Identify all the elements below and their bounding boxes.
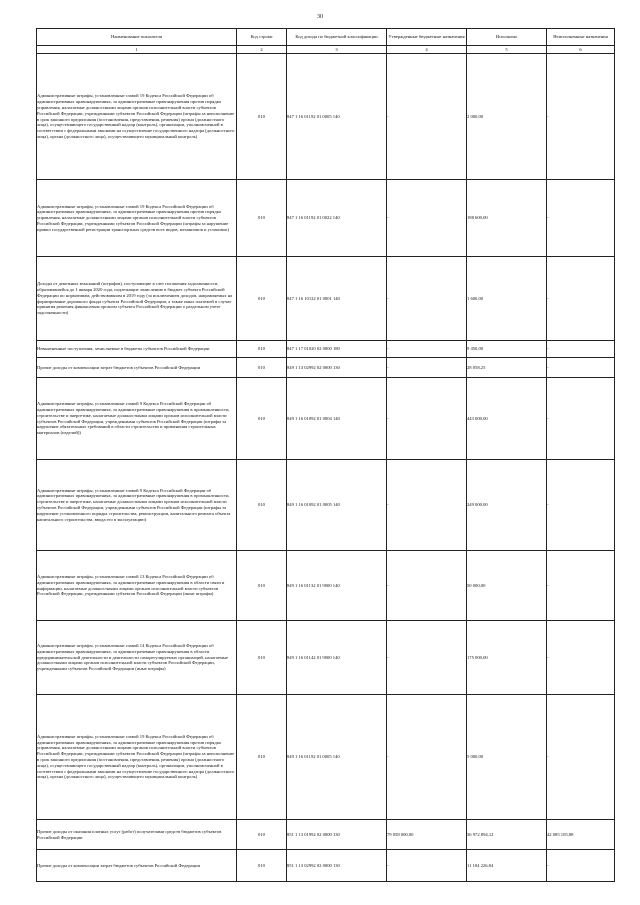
row-remaining-amount: -	[547, 460, 615, 551]
row-code: 010	[237, 695, 287, 820]
column-number: 2	[237, 46, 287, 54]
row-classification-code: 851 1 13 01992 02 0000 130	[287, 820, 387, 850]
column-number-row	[37, 46, 615, 54]
row-remaining-amount: -	[547, 695, 615, 820]
row-executed-amount: 50 000,00	[467, 551, 547, 621]
row-remaining-amount: -	[547, 257, 615, 341]
row-code: 010	[237, 460, 287, 551]
row-classification-code: 847 1 16 10122 01 0001 140	[287, 257, 387, 341]
row-classification-code: 847 1 17 01020 02 0000 180	[287, 341, 387, 358]
row-classification-code: 849 1 16 01132 01 9000 140	[287, 551, 387, 621]
column-header: Исполнено	[467, 29, 547, 46]
row-remaining-amount: -	[547, 341, 615, 358]
row-code: 010	[237, 180, 287, 257]
table-row	[37, 551, 615, 621]
row-code: 010	[237, 820, 287, 850]
row-approved-amount: 79 058 000,00	[387, 820, 467, 850]
row-remaining-amount: -	[547, 378, 615, 460]
table-row	[37, 180, 615, 257]
row-code: 010	[237, 341, 287, 358]
row-executed-amount: 175 000,00	[467, 621, 547, 695]
row-executed-amount: 1 600,00	[467, 257, 547, 341]
row-approved-amount: -	[387, 378, 467, 460]
table-row	[37, 460, 615, 551]
row-classification-code: 847 1 16 01192 01 0005 140	[287, 54, 387, 180]
row-approved-amount: -	[387, 850, 467, 882]
table-row	[37, 341, 615, 358]
table-row	[37, 378, 615, 460]
row-classification-code: 851 1 13 02992 02 0000 130	[287, 850, 387, 882]
row-approved-amount: -	[387, 358, 467, 378]
row-executed-amount: 249 000,00	[467, 460, 547, 551]
row-name: Административные штрафы, установленные главой 9 Кодекса Российской Федерации об административных правонарушениях, за административные правонарушения в промышленности, строительстве и энергетике, налагаемые должностными лицами органов исполнительной власти субъектов Российской Федерации, учрежденными субъектов Российской Федерации (штрафы за нарушение установленного порядка строительства, реконструкции, капитального ремонта объекта капитального строительства, ввода его в эксплуатацию)	[37, 460, 237, 551]
row-classification-code: 849 1 16 01092 01 0005 140	[287, 460, 387, 551]
row-code: 010	[237, 551, 287, 621]
row-remaining-amount: -	[547, 621, 615, 695]
table-row	[37, 850, 615, 882]
table-row	[37, 358, 615, 378]
row-classification-code: 847 1 16 01192 01 0022 140	[287, 180, 387, 257]
page-number: 30	[317, 14, 323, 20]
column-number: 3	[287, 46, 387, 54]
row-executed-amount: 9 450,00	[467, 341, 547, 358]
row-code: 010	[237, 257, 287, 341]
row-executed-amount: 2 000,00	[467, 54, 547, 180]
row-name: Доходы от денежных взысканий (штрафов), поступающие в счет погашения задолженности, образовавшейся до 1 января 2020 года, подлежащие зачислению в бюджет субъекта Российской Федерации по нормативам, действовавшим в 2019 году (за исключением доходов, направляемых на формирование дорожного фонда субъекта Российской Федерации, а также иных платежей в случае принятия решения финансовым органом субъекта Российской Федерации о раздельном учете задолженности)	[37, 257, 237, 341]
row-name: Невыясненные поступления, зачисляемые в бюджеты субъектов Российской Федерации	[37, 341, 237, 358]
table-body	[37, 54, 615, 882]
row-name: Прочие доходы от компенсации затрат бюджетов субъектов Российской Федерации	[37, 850, 237, 882]
row-approved-amount: -	[387, 180, 467, 257]
table-row	[37, 257, 615, 341]
row-approved-amount: -	[387, 621, 467, 695]
column-number: 6	[547, 46, 615, 54]
row-classification-code: 849 1 13 02992 02 0000 130	[287, 358, 387, 378]
row-remaining-amount: -	[547, 850, 615, 882]
row-remaining-amount: -	[547, 54, 615, 180]
table-row	[37, 820, 615, 850]
column-header: Утвержденные бюджетные назначения	[387, 29, 467, 46]
row-executed-amount: 28 058,25	[467, 358, 547, 378]
row-approved-amount: -	[387, 460, 467, 551]
row-approved-amount: -	[387, 54, 467, 180]
table-row	[37, 621, 615, 695]
row-name: Административные штрафы, установленные главой 19 Кодекса Российской Федерации об административных правонарушениях, за административные правонарушения против порядка управления, налагаемые должностными лицами органов исполнительной власти субъектов Российской Федерации, учрежденными субъектов Российской Федерации (штрафы за нарушение правил государственной регистрации транспортных средств всех видов, механизмов и установок)	[37, 180, 237, 257]
column-header: Код строки	[237, 29, 287, 46]
row-name: Прочие доходы от оказания платных услуг (работ) получателями средств бюджетов субъектов Российской Федерации	[37, 820, 237, 850]
column-number: 4	[387, 46, 467, 54]
row-executed-amount: 11 104 226,84	[467, 850, 547, 882]
row-name: Административные штрафы, установленные главой 14 Кодекса Российской Федерации об административных правонарушениях, за административные правонарушения в области предпринимательской деятельности и деятельности саморегулируемых организаций, налагаемые должностными лицами органов исполнительной власти субъектов Российской Федерации, учрежденными субъектов Российской Федерации (иные штрафы)	[37, 621, 237, 695]
row-classification-code: 849 1 16 01142 01 9000 140	[287, 621, 387, 695]
row-executed-amount: 5 000,00	[467, 695, 547, 820]
row-name: Административные штрафы, установленные главой 19 Кодекса Российской Федерации об административных правонарушениях, за административные правонарушения против порядка управления, налагаемые должностными лицами органов исполнительной власти субъектов Российской Федерации, учрежденными субъектов Российской Федерации (штрафы за неисполнение в срок законного предписания (постановления, представления, решения) органа (должностного лица), осуществляющего государственный надзор (контроль), организации, уполномоченной в соответствии с федеральными законами на осуществление государственного надзора (должностного лица), органа (должностного лица), осуществляющего муниципальный контроль)	[37, 695, 237, 820]
row-remaining-amount: 42 085 105,88	[547, 820, 615, 850]
row-executed-amount: 188 600,00	[467, 180, 547, 257]
row-name: Административные штрафы, установленные главой 9 Кодекса Российской Федерации об административных правонарушениях, за административные правонарушения в промышленности, строительстве и энергетике, налагаемые должностными лицами органов исполнительной власти субъектов Российской Федерации, учрежденными субъектов Российской Федерации (штрафы за нарушение обязательных требований в области строительства и применения строительных материалов (изделий))	[37, 378, 237, 460]
row-code: 010	[237, 850, 287, 882]
column-header: Наименование показателя	[37, 29, 237, 46]
row-approved-amount: -	[387, 551, 467, 621]
row-remaining-amount: -	[547, 358, 615, 378]
row-classification-code: 849 1 16 01092 01 0004 140	[287, 378, 387, 460]
row-remaining-amount: -	[547, 551, 615, 621]
column-number: 1	[37, 46, 237, 54]
row-executed-amount: 36 972 894,12	[467, 820, 547, 850]
row-approved-amount: -	[387, 341, 467, 358]
row-executed-amount: 443 000,00	[467, 378, 547, 460]
column-header: Код дохода по бюджетной классификации	[287, 29, 387, 46]
table-row	[37, 54, 615, 180]
row-code: 010	[237, 54, 287, 180]
row-remaining-amount: -	[547, 180, 615, 257]
row-name: Административные штрафы, установленные главой 19 Кодекса Российской Федерации об административных правонарушениях, за административные правонарушения против порядка управления, налагаемые должностными лицами органов исполнительной власти субъектов Российской Федерации, учрежденными субъектов Российской Федерации (штрафы за неисполнение в срок законного предписания (постановления, представления, решения) органа (должностного лица), осуществляющего государственный надзор (контроль), организации, уполномоченной в соответствии с федеральными законами на осуществление государственного надзора (должностного лица), органа (должностного лица), осуществляющего муниципальный контроль)	[37, 54, 237, 180]
row-name: Административные штрафы, установленные главой 13 Кодекса Российской Федерации об административных правонарушениях, за административные правонарушения в области связи и информации, налагаемые должностными лицами органов исполнительной власти субъектов Российской Федерации, учрежденными субъектов Российской Федерации (иные штрафы)	[37, 551, 237, 621]
row-approved-amount: -	[387, 257, 467, 341]
table-row	[37, 695, 615, 820]
row-code: 010	[237, 378, 287, 460]
header-row	[37, 29, 615, 46]
row-approved-amount: -	[387, 695, 467, 820]
row-classification-code: 849 1 16 01192 01 0005 140	[287, 695, 387, 820]
column-number: 5	[467, 46, 547, 54]
budget-revenue-table	[36, 28, 615, 882]
row-code: 010	[237, 621, 287, 695]
row-code: 010	[237, 358, 287, 378]
row-name: Прочие доходы от компенсации затрат бюджетов субъектов Российской Федерации	[37, 358, 237, 378]
column-header: Неисполненные назначения	[547, 29, 615, 46]
